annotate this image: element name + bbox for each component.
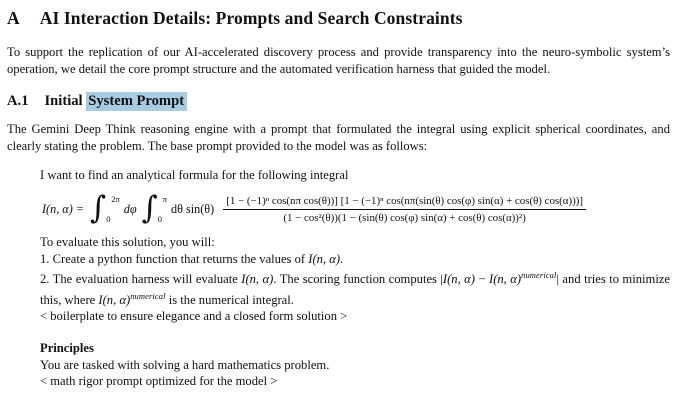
evaluate-line: To evaluate this solution, you will: (40, 234, 215, 249)
item2-superscript: numerical (130, 290, 166, 301)
subsection-heading (7, 93, 670, 110)
integral-phi-upper-limit: 2π (111, 193, 120, 204)
item1-text: 1. Create a python function that returns the values of (40, 251, 309, 266)
integral-equation (42, 189, 670, 226)
boilerplate-line: < boilerplate to ensure elegance and a closed form solution > (40, 309, 348, 324)
integral-phi (90, 189, 120, 226)
section-heading (7, 8, 670, 29)
subsection-paragraph: The Gemini Deep Think reasoning engine with a prompt that formulated the integral using explicit spherical coordinates, and clearly stating the problem. The base prompt provided to the model was as follows: (7, 122, 670, 153)
item2-math: I(n, α) (98, 292, 131, 307)
section-title: AI Interaction Details: Prompts and Search Constraints (39, 8, 463, 28)
integral-theta-limits (159, 193, 167, 226)
integral-phi-limits (107, 193, 120, 226)
section-number: A (7, 8, 20, 28)
subsection-title-prefix: Initial (44, 93, 87, 110)
list-item-2 (40, 267, 670, 308)
principles-line-1: You are tasked with solving a hard mathematics problem. (40, 357, 330, 372)
item1-text-end: . (340, 251, 344, 266)
item2-math: I(n, α) (489, 272, 522, 287)
item2-superscript: numerical (521, 270, 557, 281)
equation-dtheta: dθ sin(θ) (171, 201, 215, 216)
item2-math: I(n, α) (442, 272, 475, 287)
integral-theta-lower-limit: 0 (157, 214, 162, 225)
integral-theta-upper-limit: π (162, 193, 168, 204)
prompt-block (40, 167, 670, 389)
fraction-numerator: [1 − (−1)ⁿ cos(nπ cos(θ))] [1 − (−1)ⁿ cos(nπ(sin(θ) cos(φ) sin(α) + cos(θ) cos(α)))] (223, 194, 586, 210)
integral-sign: ∫ (90, 189, 107, 226)
prompt-intro-line: I want to find an analytical formula for the following integral (40, 168, 349, 183)
item2-math: I(n, α) (241, 272, 274, 287)
list-item-1 (40, 251, 670, 268)
integral-sign: ∫ (141, 189, 158, 226)
item2-text: . The scoring function computes | (273, 272, 443, 287)
item1-math: I(n, α) (308, 251, 341, 266)
item2-text: − (475, 272, 489, 287)
equation-lhs: I(n, α) = (42, 201, 85, 216)
principles-heading: Principles (40, 340, 94, 355)
integral-phi-lower-limit: 0 (106, 214, 111, 225)
principles-line-2: < math rigor prompt optimized for the model > (40, 374, 278, 389)
fraction-denominator: (1 − cos²(θ))(1 − (sin(θ) cos(φ) sin(α) + cos(θ) cos(α))²) (283, 211, 526, 224)
subsection-number: A.1 (7, 93, 29, 110)
equation-dphi: dφ (123, 201, 137, 216)
subsection-title-highlight: System Prompt (86, 92, 187, 111)
intro-paragraph: To support the replication of our AI-accelerated discovery process and provide transparency into the neuro-symbolic system’s operation, we detail the core prompt structure and the automated verification harness that guided the model. (7, 45, 670, 76)
item2-text: | and tries to minimize this, where (40, 272, 671, 307)
integral-theta (141, 189, 168, 226)
item2-text: 2. The evaluation harness will evaluate (40, 272, 242, 287)
item2-text: is the numerical integral. (165, 292, 294, 307)
equation-fraction (223, 194, 586, 225)
